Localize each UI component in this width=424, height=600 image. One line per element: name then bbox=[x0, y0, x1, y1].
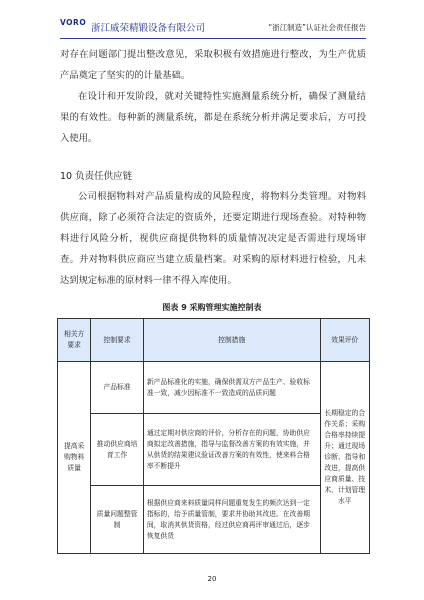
paragraph-1: 对存在问题部门提出整改意见，采取积极有效措施进行整改，为生产优质产品奠定了坚实的的计量基础。 bbox=[60, 49, 366, 81]
section-heading: 10 负责任供应链 bbox=[60, 171, 133, 182]
header-cell-control-requirement: 控制要求 bbox=[91, 319, 144, 362]
requirement-cell: 推动供应商培育工作 bbox=[91, 414, 144, 486]
page-number: 20 bbox=[207, 575, 217, 583]
table-title: 图表 9 采购管理实施控制表 bbox=[162, 303, 262, 312]
report-title: “浙江制造”认证社会责任报告 bbox=[268, 23, 366, 32]
paragraph-2: 在设计和开发阶段，就对关键特性实施测量系统分析，确保了测量结果的有效性。每种新的测量系统，都是在系统分析并满足要求后，方可投入使用。 bbox=[60, 91, 366, 144]
body-section-top bbox=[60, 44, 366, 149]
page-header bbox=[60, 16, 366, 39]
evaluation-cell: 长期稳定的合作关系；采购合格率持续提升；通过现场诊断、指导和改进，提高供应商质量、技术、计划管理水平 bbox=[320, 362, 370, 554]
paragraph-3: 公司根据物料对产品质量构成的风险程度，将物料分类管理。对物料供应商，除了必须符合法定的资质外，还要定期进行现场查验。对特种物料进行风险分析，视供应商提供物料的质量情况决定是否需进行现场审查。并对物料供应商应当建立质量档案。对采购的原材料进行检验，凡未达到规定标准的原材料一律不得入库使用。 bbox=[60, 191, 366, 286]
measure-cell: 根据供应商来料质量同样问题重复发生的频次达到一定指标的，给予质量管制，要求并协助其改进。在改善期间，取消其供货资格，经过供应商再评审通过后，逐步恢复供货 bbox=[143, 486, 320, 554]
body-section-bottom bbox=[60, 186, 366, 291]
header-cell-evaluation: 效果评价 bbox=[320, 319, 370, 362]
header-cell-requirement: 相关方要求 bbox=[58, 319, 91, 362]
requirement-cell: 产品标准 bbox=[91, 362, 144, 414]
table-row bbox=[58, 362, 370, 414]
row-header-cell: 提高采购物料质量 bbox=[58, 362, 91, 554]
company-name: 浙江威荣精锻设备有限公司 bbox=[91, 23, 206, 34]
table-header-row bbox=[58, 319, 370, 362]
header-cell-control-measure: 控制措施 bbox=[143, 319, 320, 362]
procurement-control-table bbox=[57, 318, 370, 554]
company-logo: VORO bbox=[60, 18, 87, 27]
measure-cell: 新产品标准化的实施，确保供需双方产品生产、验收标准一致，减少因标准不一致造成的品质问题 bbox=[143, 362, 320, 414]
measure-cell: 通过定期对供应商的评价，分析存在的问题，协助供应商拟定改善措施，指导与监督改善方案的有效实施，并从供货的结果建议验证改善方案的有效性，使来料合格率不断提升 bbox=[143, 414, 320, 486]
requirement-cell: 质量问题整管制 bbox=[91, 486, 144, 554]
